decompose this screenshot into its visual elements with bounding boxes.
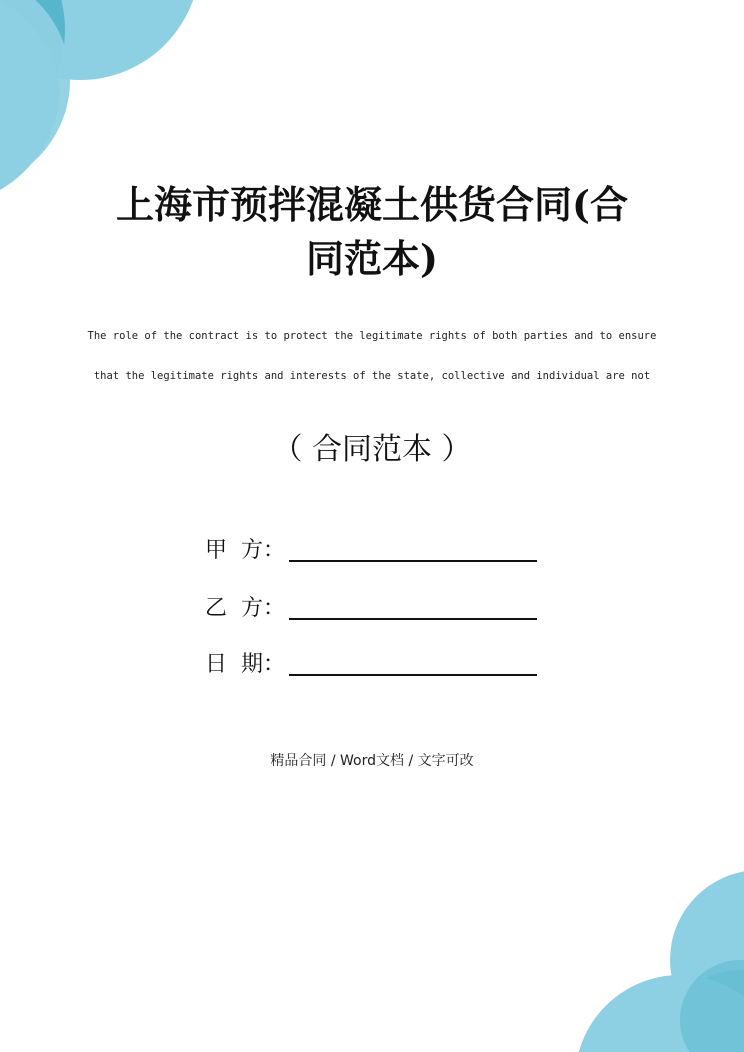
document-title-line-1: 上海市预拌混凝土供货合同(合 [116, 182, 628, 227]
party-b-label: 乙 方： [205, 596, 285, 621]
party-b-blank-line[interactable] [289, 617, 537, 620]
subtitle-line-1: The role of the contract is to protect the legitimate rights of both parties and to ensure [87, 330, 657, 342]
party-a-label: 甲 方： [205, 538, 285, 563]
contract-template-heading: （ 合同范本 ） [272, 432, 472, 467]
date-label: 日 期： [205, 652, 285, 677]
document-title-line-2: 同范本) [306, 236, 438, 281]
date-blank-line[interactable] [289, 673, 537, 676]
corner-decoration-top-left [0, 0, 200, 200]
subtitle-line-2: that the legitimate rights and interests of the state, collective and individual are not [93, 370, 651, 382]
corner-decoration-bottom-right [560, 850, 744, 1052]
party-a-field [205, 532, 537, 562]
party-b-field [205, 590, 537, 620]
footer-note: 精品合同 / Word文档 / 文字可改 [270, 753, 474, 769]
party-a-blank-line[interactable] [289, 559, 537, 562]
date-field [205, 646, 537, 676]
